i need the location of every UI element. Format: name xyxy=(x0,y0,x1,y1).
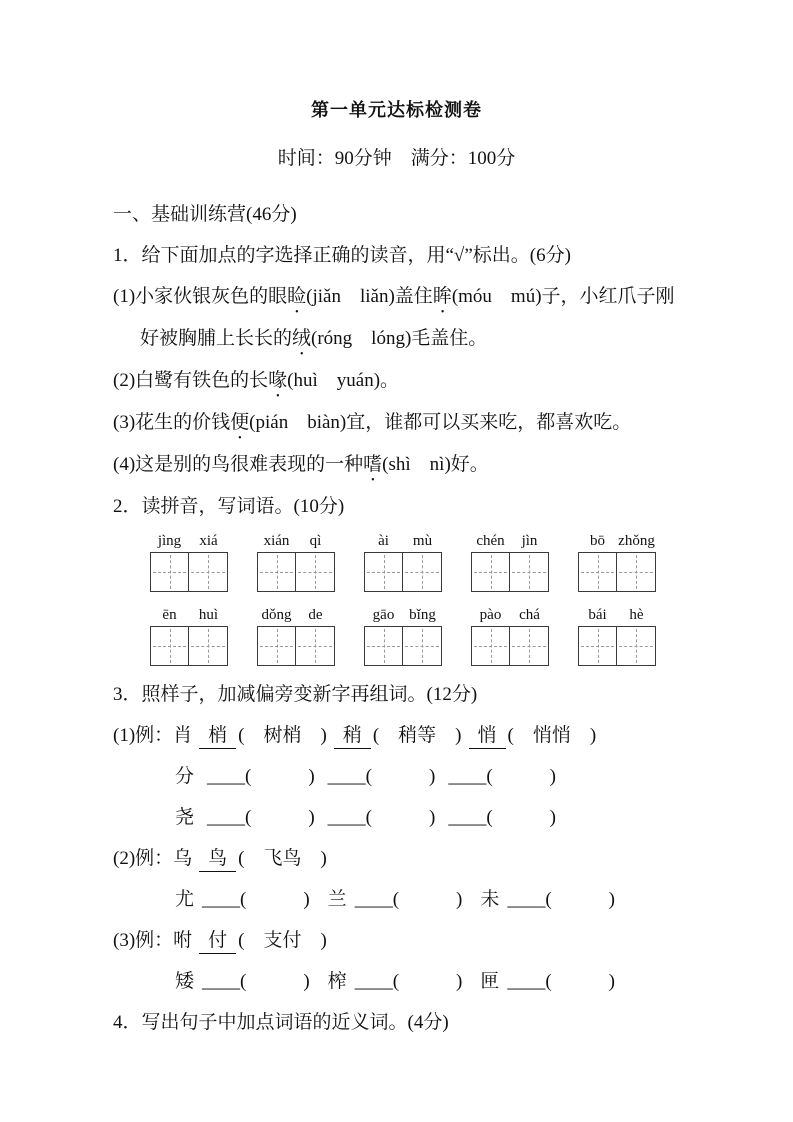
writing-cell xyxy=(617,552,656,592)
pinyin-syllable: chén xyxy=(476,533,505,549)
example-word: ( 树梢 ) xyxy=(238,725,327,746)
pinyin-label xyxy=(578,531,656,552)
pinyin-label xyxy=(364,531,442,552)
dotted-char: 便 xyxy=(230,412,250,433)
exam-content xyxy=(0,194,793,1043)
base-char: 兰 xyxy=(327,889,347,910)
q3-part2-example xyxy=(113,838,689,879)
blank-item xyxy=(480,889,615,910)
text-run: (2)白鹭有铁色的长 xyxy=(113,370,269,391)
pinyin-row-1 xyxy=(150,531,689,592)
q3-part1-example xyxy=(113,715,689,756)
base-char: 尧 xyxy=(175,807,195,828)
q3-part1-row-yao xyxy=(113,797,689,838)
exam-time-score: 时间：90分钟 满分：100分 xyxy=(277,148,516,169)
writing-cell xyxy=(150,626,189,666)
writing-cell xyxy=(364,552,403,592)
answer-blank: ____( ) xyxy=(202,971,310,992)
pinyin-syllable: bái xyxy=(588,607,607,623)
q1-sentence-1 xyxy=(113,276,689,318)
pinyin-word-group xyxy=(578,605,656,666)
q4-stem: 4．写出句子中加点词语的近义词。(4分) xyxy=(113,1012,449,1033)
writing-cells xyxy=(257,626,335,666)
blank-item xyxy=(175,971,310,992)
example-answer: 付 xyxy=(199,929,236,954)
example-label: (3)例：咐 xyxy=(113,930,193,951)
writing-cells xyxy=(578,552,656,592)
q2-stem: 2．读拼音，写词语。(10分) xyxy=(113,496,345,517)
pinyin-syllable: bǐng xyxy=(409,607,436,623)
pinyin-syllable: jìn xyxy=(521,533,538,549)
writing-cell xyxy=(403,626,442,666)
q3-part3-example xyxy=(113,920,689,961)
pinyin-syllable: pào xyxy=(479,607,502,623)
answer-blank: ____( ) xyxy=(207,766,315,787)
blank-item xyxy=(175,889,310,910)
pinyin-syllable: qì xyxy=(309,533,322,549)
answer-blank: ____( ) xyxy=(327,766,436,787)
base-char: 矮 xyxy=(175,971,195,992)
q3-part3-row xyxy=(113,961,689,1002)
example-word: ( 飞鸟 ) xyxy=(238,848,327,869)
writing-cell xyxy=(510,552,549,592)
answer-blank: ____( ) xyxy=(448,766,556,787)
pinyin-syllable: de xyxy=(308,607,323,623)
base-char: 匣 xyxy=(480,971,500,992)
text-run: (huì yuán)。 xyxy=(287,370,400,391)
writing-cells xyxy=(471,626,549,666)
writing-cell xyxy=(296,626,335,666)
writing-cell xyxy=(257,552,296,592)
writing-cell xyxy=(471,626,510,666)
pinyin-word-group xyxy=(364,605,442,666)
base-char: 榨 xyxy=(327,971,347,992)
pinyin-label xyxy=(471,605,549,626)
writing-cell xyxy=(510,626,549,666)
dotted-char: 睑 xyxy=(287,286,307,307)
example-word: ( 支付 ) xyxy=(238,930,327,951)
writing-cells xyxy=(364,626,442,666)
writing-cell xyxy=(471,552,510,592)
text-run: (pián biàn)宜，谁都可以买来吃，都喜欢吃。 xyxy=(249,412,632,433)
pinyin-word-group xyxy=(150,605,228,666)
q3-part1-row-fen xyxy=(113,756,689,797)
pinyin-syllable: xiá xyxy=(199,533,218,549)
base-char: 尤 xyxy=(175,889,195,910)
pinyin-label xyxy=(257,531,335,552)
q1-sentence-4 xyxy=(113,444,689,486)
answer-blank: ____( ) xyxy=(507,971,616,992)
example-word: ( 悄悄 ) xyxy=(507,725,597,746)
text-run: (4)这是别的鸟很难表现的一种 xyxy=(113,454,364,475)
example-label: (1)例：肖 xyxy=(113,725,193,746)
writing-cells xyxy=(150,626,228,666)
pinyin-label xyxy=(578,605,656,626)
writing-cells xyxy=(364,552,442,592)
writing-cell xyxy=(364,626,403,666)
writing-cell xyxy=(617,626,656,666)
q1-stem: 1．给下面加点的字选择正确的读音，用“√”标出。(6分) xyxy=(113,245,571,266)
answer-blank: ____( ) xyxy=(327,807,436,828)
text-run: (móu mú)子，小红爪子刚 xyxy=(451,286,675,307)
dotted-char: 眸 xyxy=(432,286,452,307)
q3-stem: 3．照样子，加减偏旁变新字再组词。(12分) xyxy=(113,684,478,705)
pinyin-label xyxy=(150,605,228,626)
pinyin-syllable: zhǒng xyxy=(618,533,655,549)
q1-sentence-1-cont xyxy=(113,318,689,360)
example-label: (2)例：乌 xyxy=(113,848,193,869)
answer-blank: ____( ) xyxy=(507,889,616,910)
writing-cells xyxy=(578,626,656,666)
base-char: 未 xyxy=(480,889,500,910)
pinyin-syllable: ēn xyxy=(162,607,177,623)
text-run: 好被胸脯上长长的 xyxy=(140,328,293,349)
text-run: (róng lóng)毛盖住。 xyxy=(311,328,488,349)
section-heading: 一、基础训练营(46分) xyxy=(113,204,297,225)
answer-blank: ____( ) xyxy=(354,889,463,910)
pinyin-word-group xyxy=(578,531,656,592)
example-answer: 鸟 xyxy=(199,847,236,872)
pinyin-word-group xyxy=(364,531,442,592)
pinyin-word-group xyxy=(471,605,549,666)
writing-cell xyxy=(578,552,617,592)
writing-cells xyxy=(257,552,335,592)
exam-title: 第一单元达标检测卷 xyxy=(311,100,482,120)
pinyin-label xyxy=(364,605,442,626)
writing-cell xyxy=(296,552,335,592)
pinyin-syllable: jìng xyxy=(157,533,182,549)
pinyin-word-group xyxy=(257,531,335,592)
writing-cell xyxy=(403,552,442,592)
writing-cell xyxy=(257,626,296,666)
pinyin-syllable: chá xyxy=(519,607,540,623)
dotted-char: 绒 xyxy=(292,328,312,349)
dotted-char: 嗜 xyxy=(363,454,383,475)
text-run: (jiǎn liǎn)盖住 xyxy=(306,286,433,307)
text-run: (shì nì)好。 xyxy=(382,454,489,475)
answer-blank: ____( ) xyxy=(354,971,463,992)
writing-cells xyxy=(471,552,549,592)
dotted-char: 喙 xyxy=(268,370,288,391)
pinyin-syllable: gāo xyxy=(372,607,395,623)
pinyin-row-2 xyxy=(150,605,689,666)
q1-sentence-2 xyxy=(113,360,689,402)
pinyin-label xyxy=(150,531,228,552)
pinyin-word-group xyxy=(257,605,335,666)
pinyin-word-group xyxy=(150,531,228,592)
pinyin-syllable: mù xyxy=(412,533,433,549)
text-run: (1)小家伙银灰色的眼 xyxy=(113,286,288,307)
pinyin-syllable: hè xyxy=(629,607,644,623)
writing-cell xyxy=(189,552,228,592)
example-answer: 悄 xyxy=(469,724,506,749)
example-answer: 梢 xyxy=(199,724,236,749)
blank-item xyxy=(480,971,615,992)
blank-item xyxy=(328,889,463,910)
pinyin-syllable: xián xyxy=(263,533,290,549)
answer-blank: ____( ) xyxy=(448,807,556,828)
answer-blank: ____( ) xyxy=(207,807,315,828)
pinyin-syllable: dǒng xyxy=(261,607,292,623)
writing-cell xyxy=(150,552,189,592)
writing-cells xyxy=(150,552,228,592)
text-run: (3)花生的价钱 xyxy=(113,412,231,433)
pinyin-syllable: huì xyxy=(198,607,219,623)
base-char: 分 xyxy=(175,766,195,787)
pinyin-label xyxy=(471,531,549,552)
pinyin-label xyxy=(257,605,335,626)
writing-cell xyxy=(578,626,617,666)
blank-item xyxy=(328,971,463,992)
writing-cell xyxy=(189,626,228,666)
q1-sentence-3 xyxy=(113,402,689,444)
pinyin-syllable: ài xyxy=(378,533,389,549)
example-answer: 稍 xyxy=(334,724,371,749)
answer-blank: ____( ) xyxy=(202,889,310,910)
pinyin-word-group xyxy=(471,531,549,592)
q3-part2-row xyxy=(113,879,689,920)
q2-writing-grid xyxy=(150,531,689,666)
example-word: ( 稍等 ) xyxy=(372,725,462,746)
pinyin-syllable: bō xyxy=(590,533,605,549)
